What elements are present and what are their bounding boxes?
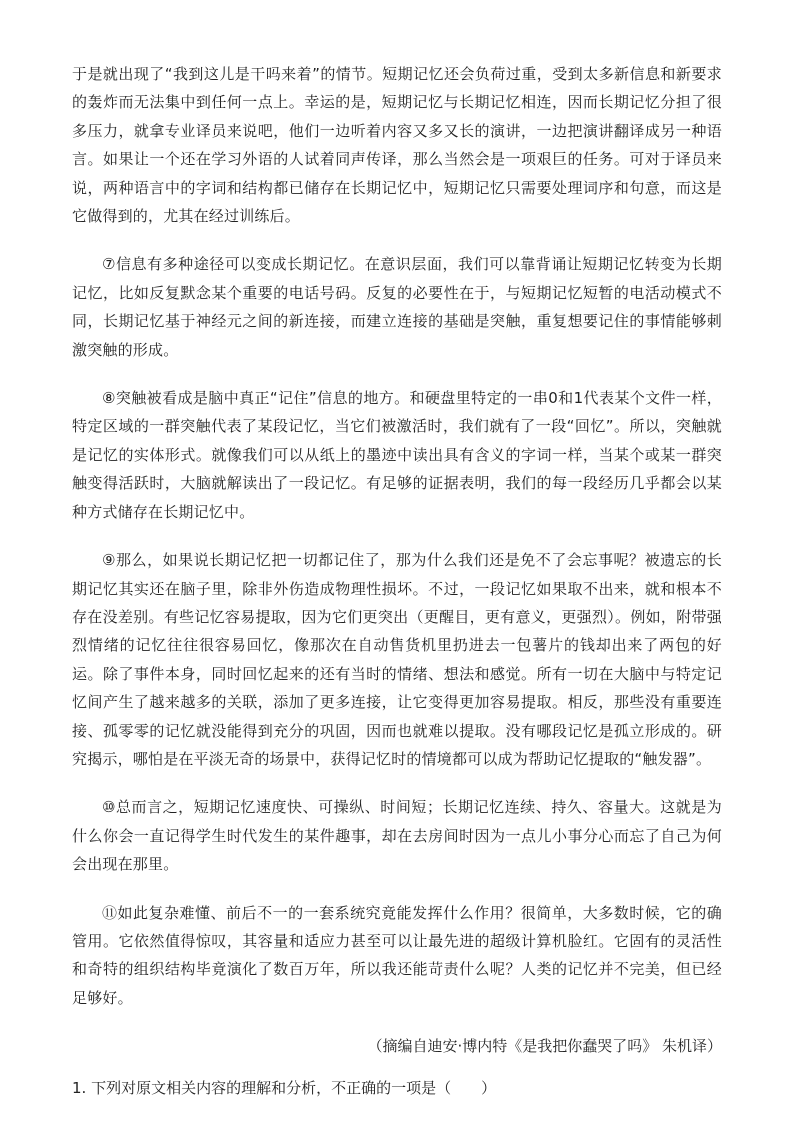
paragraph-9: ⑨那么，如果说长期记忆把一切都记住了，那为什么我们还是免不了会忘事呢？被遗忘的长期记忆其实还在脑子里，除非外伤造成物理性损坏。不过，一段记忆如果取不出来，就和根本不存在没差别。有些记忆容易提取，因为它们更突出（更醒目，更有意义，更强烈）。例如，附带强烈情绪的记忆往往很容易回忆，像那次在自动售货机里扔进去一包薯片的钱却出来了两包的好运。除了事件本身，同时回忆起来的还有当时的情绪、想法和感觉。所有一切在大脑中与特定记忆间产生了越来越多的关联，添加了更多连接，让它变得更加容易提取。相反，那些没有重要连接、孤零零的记忆就没能得到充分的巩固，因而也就难以提取。没有哪段记忆是孤立形成的。研究揭示，哪怕是在平淡无奇的场景中，获得记忆时的情境都可以成为帮助记忆提取的“触发器”。 — [72, 551, 722, 768]
paragraph-11: ⑪如此复杂难懂、前后不一的一套系统究竟能发挥什么作用？很简单，大多数时候，它的确管用。它依然值得惊叹，其容量和适应力甚至可以让最先进的超级计算机脸红。它固有的灵活性和奇特的组织结构毕竟演化了数百万年，所以我还能苛责什么呢？人类的记忆并不完美，但已经足够好。 — [72, 903, 722, 1007]
paragraph-7: ⑦信息有多种途径可以变成长期记忆。在意识层面，我们可以靠背诵让短期记忆转变为长期记忆，比如反复默念某个重要的电话号码。反复的必要性在于，与短期记忆短暂的电活动模式不同，长期记忆基于神经元之间的新连接，而建立连接的基础是突触，重复想要记住的事情能够刺激突触的形成。 — [72, 255, 722, 359]
paragraph-10: ⑩总而言之，短期记忆速度快、可操纵、时间短；长期记忆连续、持久、容量大。这就是为什么你会一直记得学生时代发生的某件趣事，却在去房间时因为一点儿小事分心而忘了自己为何会出现在那里。 — [72, 798, 722, 874]
paragraph-8: ⑧突触被看成是脑中真正“记住”信息的地方。和硬盘里特定的一串0和1代表某个文件一样，特定区域的一群突触代表了某段记忆，当它们被激活时，我们就有了一段“回忆”。所以，突触就是记忆的实体形式。就像我们可以从纸上的墨迹中读出具有含义的字词一样，当某个或某一群突触变得活跃时，大脑就解读出了一段记忆。有足够的证据表明，我们的每一段经历几乎都会以某种方式储存在长期记忆中。 — [72, 389, 722, 521]
question-1: 1. 下列对原文相关内容的理解和分析，不正确的一项是（ ） — [72, 1079, 497, 1098]
paragraph-continuation: 于是就出现了“我到这儿是干吗来着”的情节。短期记忆还会负荷过重，受到太多新信息和新要求的轰炸而无法集中到任何一点上。幸运的是，短期记忆与长期记忆相连，因而长期记忆分担了很多压力，就拿专业译员来说吧，他们一边听着内容又多又长的演讲，一边把演讲翻译成另一种语言。如果让一个还在学习外语的人试着同声传译，那么当然会是一项艰巨的任务。可对于译员来说，两种语言中的字词和结构都已储存在长期记忆中，短期记忆只需要处理词序和句意，而这是它做得到的，尤其在经过训练后。 — [72, 65, 722, 226]
article-body — [72, 60, 722, 1102]
source-attribution: （摘编自迪安·博内特《是我把你蠢哭了吗》 朱机译） — [367, 1037, 722, 1056]
